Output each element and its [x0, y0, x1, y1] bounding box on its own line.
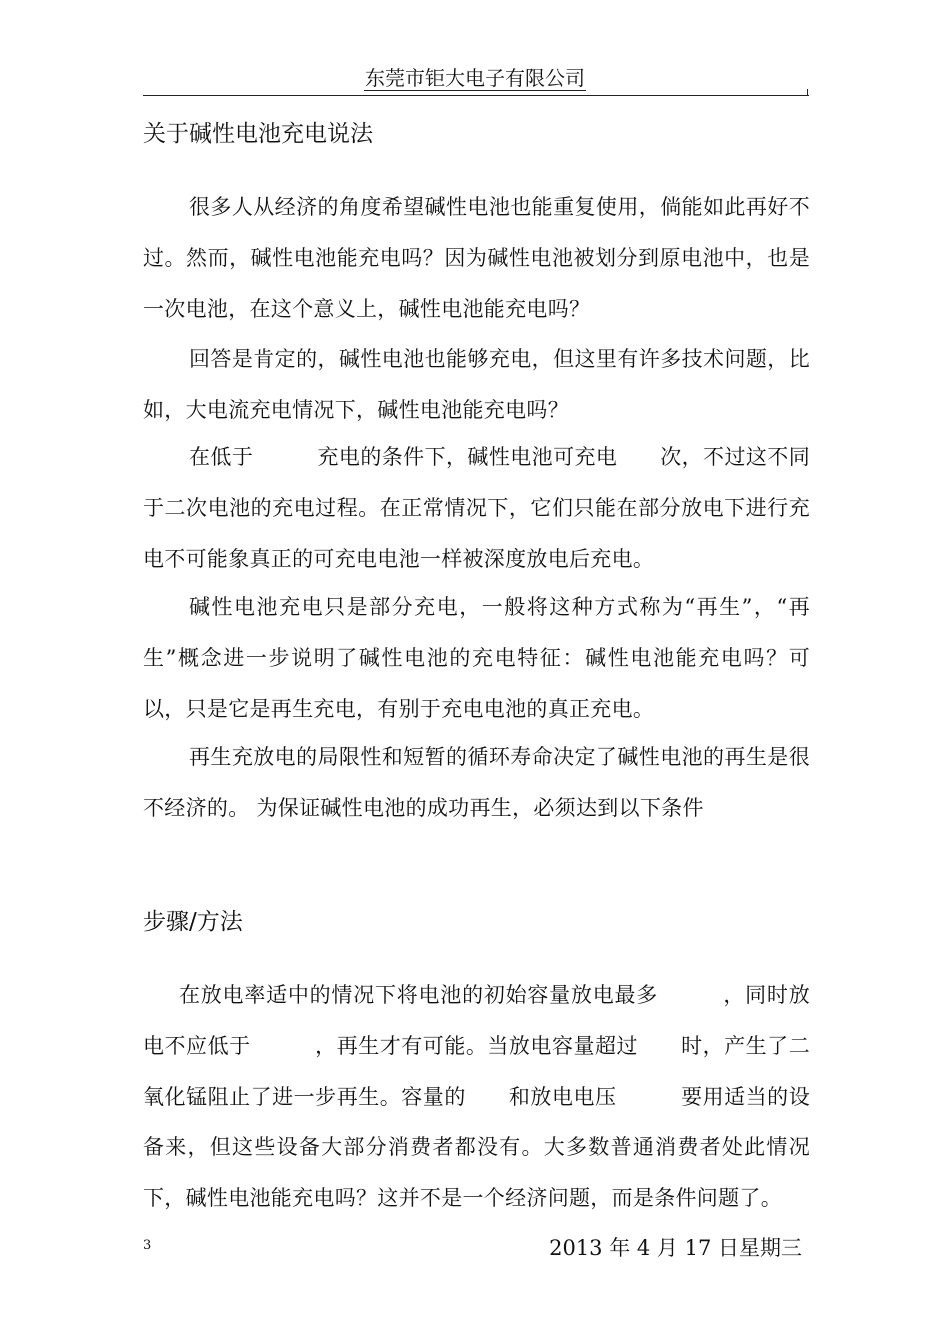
section1-paragraph-4: 碱性电池充电只是部分充电，一般将这种方式称为“再生”，“再生”概念进一步说明了碱性电池的充电特征：碱性电池能充电吗？可以，只是它是再生充电，有别于充电电池的真正充电。: [143, 595, 810, 721]
footer-date: 2013 年 4 月 17 日星期三: [549, 1236, 802, 1260]
section2-paragraph: 在放电率适中的情况下将电池的初始容量放电最多 ，同时放电不应低于 ，再生才有可能。当放电容量超过 时，产生了二氧化锰阻止了进一步再生。容量的 和放电电压 要用适当的设备来，但这些设备大部分消费者都没有。大多数普通消费者处此情况下，碱性电池能充电吗？这并不是一个经济问题，而是条件问题了。: [143, 983, 810, 1211]
header-company-name: [0, 64, 950, 92]
section1-paragraph-1: 很多人从经济的角度希望碱性电池也能重复使用，倘能如此再好不过。然而，碱性电池能充电吗？因为碱性电池被划分到原电池中，也是一次电池，在这个意义上，碱性电池能充电吗？: [143, 195, 810, 321]
section1-paragraph-5: 再生充放电的局限性和短暂的循环寿命决定了碱性电池的再生是很不经济的。 为保证碱性电池的成功再生，必须达到以下条件: [143, 745, 810, 820]
page-number: 3: [143, 1238, 152, 1253]
section1-paragraph-3: 在低于 充电的条件下，碱性电池可充电 次，不过这不同于二次电池的充电过程。在正常情况下，它们只能在部分放电下进行充电不可能象真正的可充电电池一样被深度放电后充电。: [143, 445, 810, 571]
section1-paragraph-2: 回答是肯定的，碱性电池也能够充电，但这里有许多技术问题，比如，大电流充电情况下，碱性电池能充电吗？: [143, 347, 810, 422]
header-rule: [143, 95, 809, 96]
section2-title: 步骤/方法: [143, 909, 243, 935]
header-company-text: 东莞市钜大电子有限公司: [365, 66, 585, 90]
section1-title: 关于碱性电池充电说法: [143, 121, 373, 147]
header-rule-tick: [807, 89, 808, 95]
